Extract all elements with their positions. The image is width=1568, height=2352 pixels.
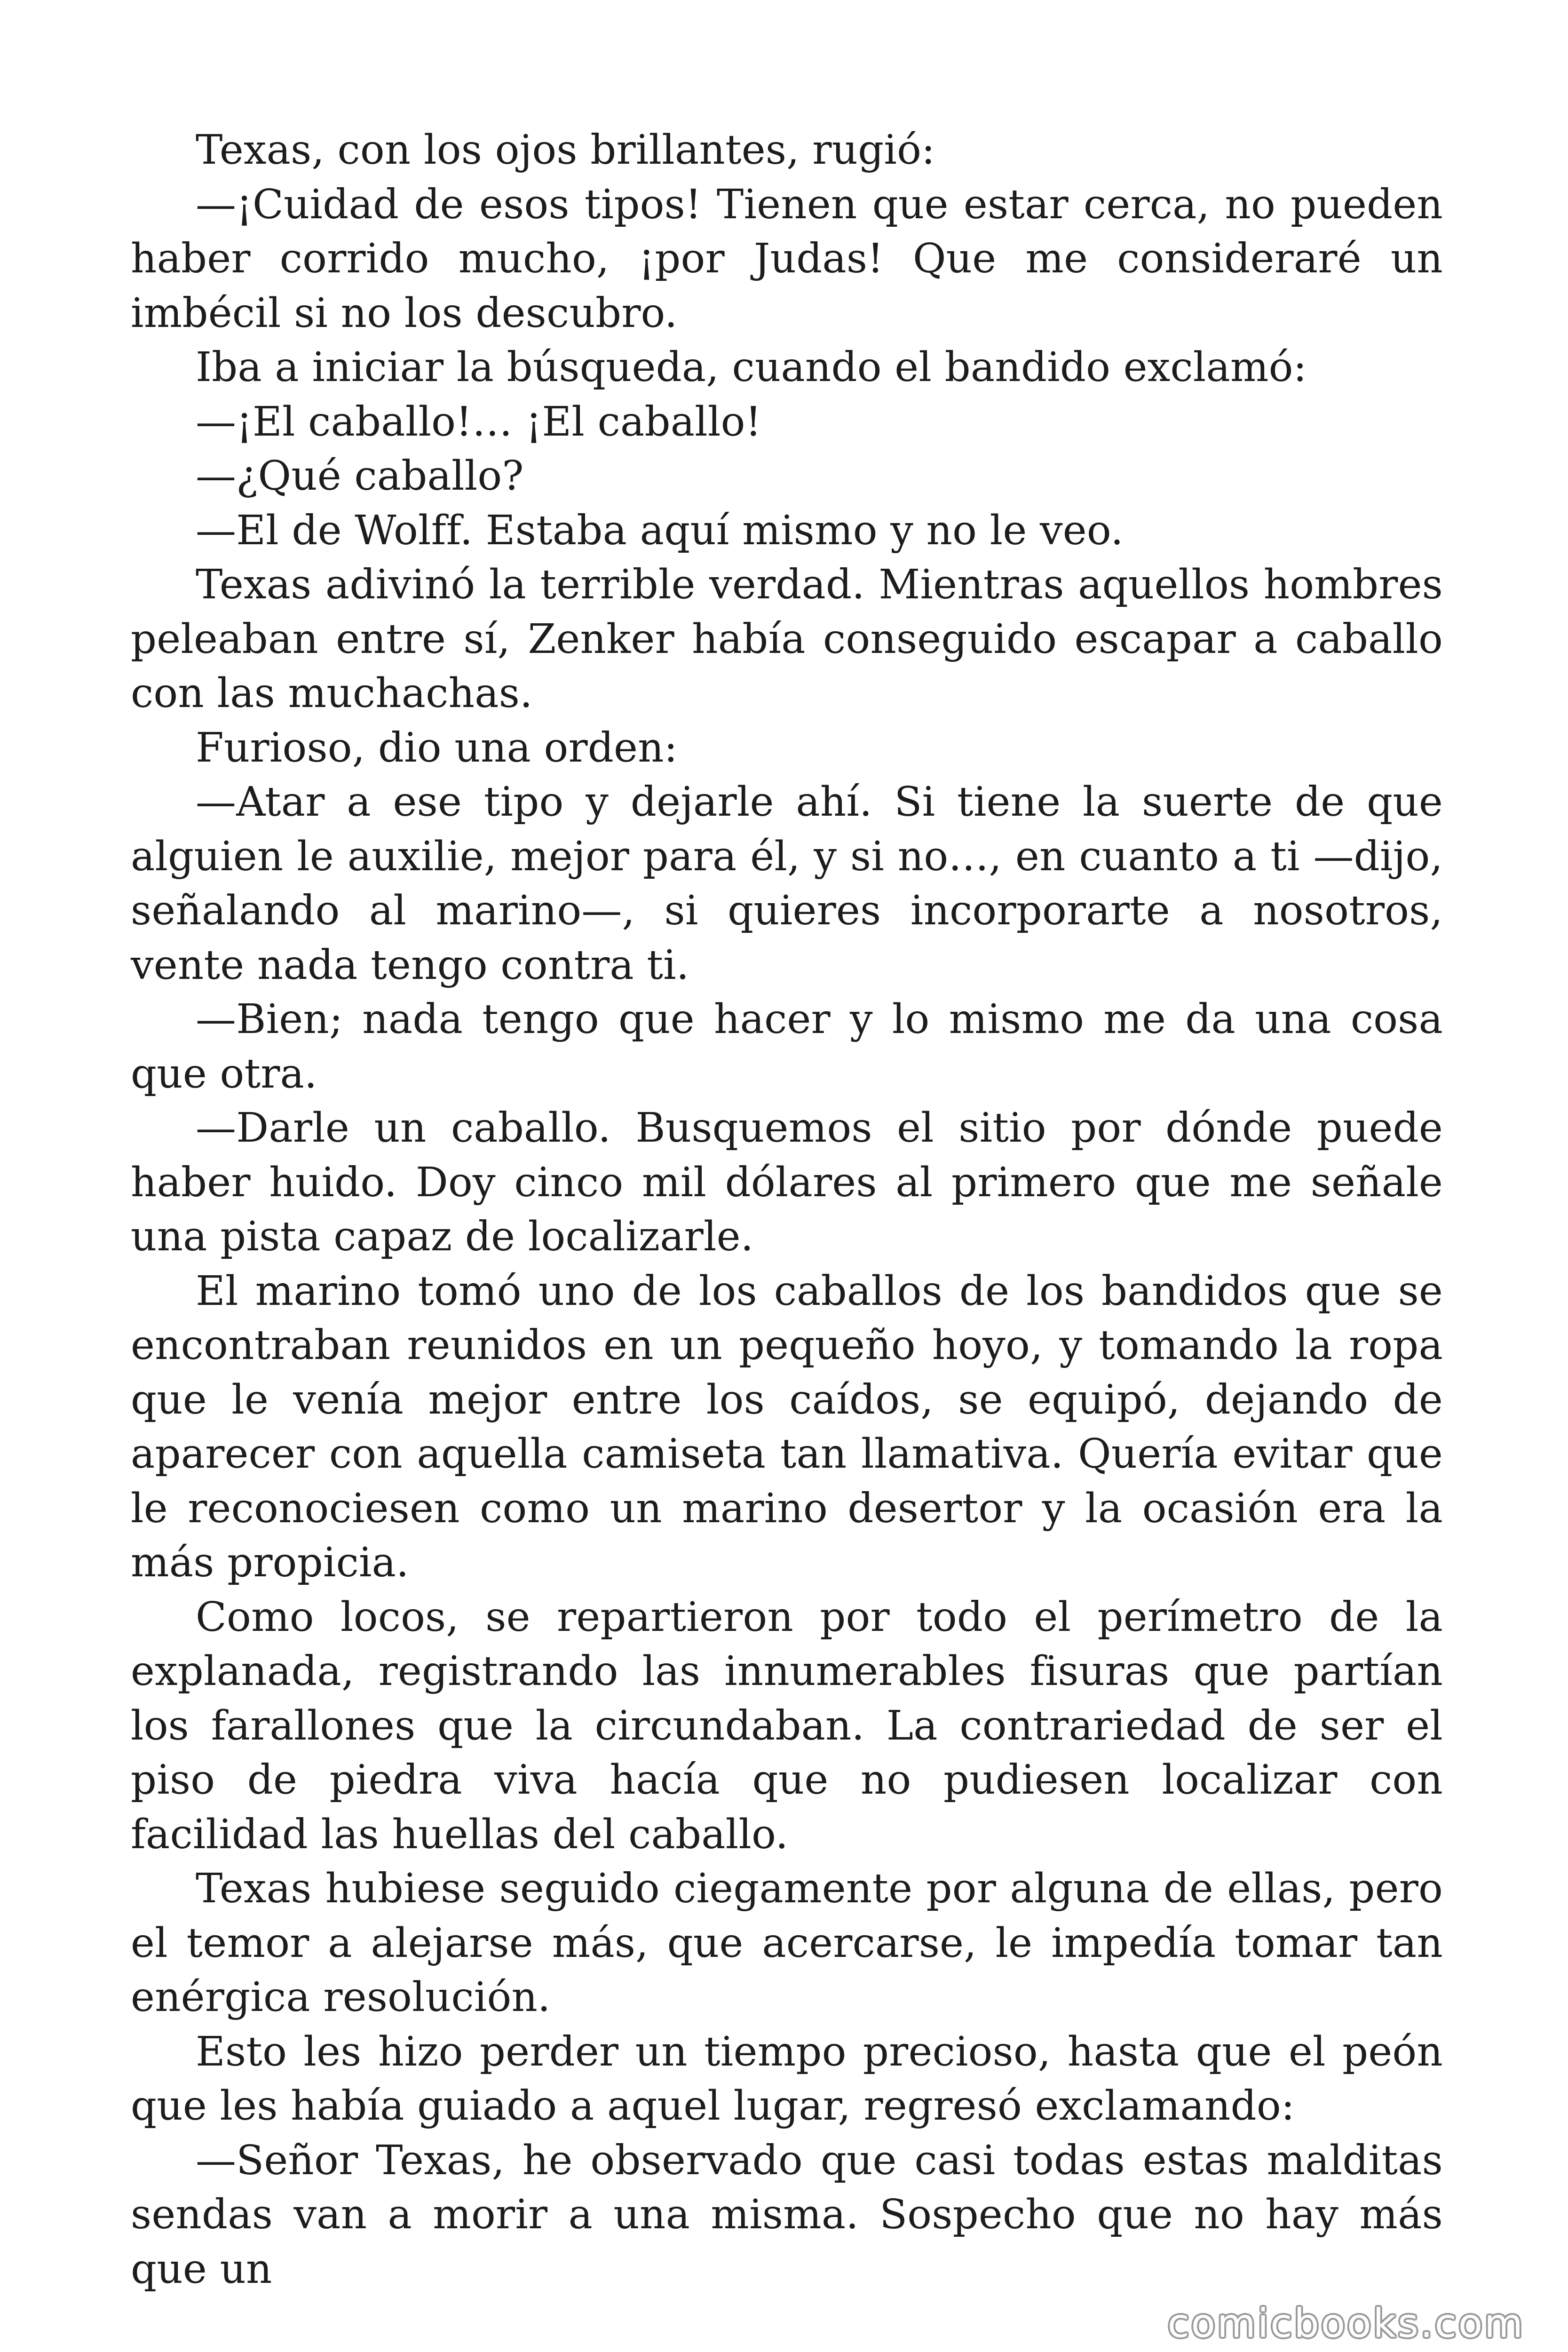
paragraph: —Darle un caballo. Busquemos el sitio por dónde puede haber huido. Doy cinco mil dólares al primero que me señale una pista capaz de localizarle.	[131, 1104, 1443, 1260]
paragraph: Iba a iniciar la búsqueda, cuando el bandido exclamó:	[196, 344, 1307, 391]
paragraph: —¡Cuidad de esos tipos! Tienen que estar cerca, no pueden haber corrido mucho, ¡por Judas! Que me consideraré un imbécil si no los descubro.	[131, 181, 1443, 337]
paragraph: El marino tomó uno de los caballos de los bandidos que se encontraban reunidos en un pequeño hoyo, y tomando la ropa que le venía mejor entre los caídos, se equipó, dejando de aparecer con aquella camiseta tan llamativa. Quería evitar que le reconociesen como un marino desertor y la ocasión era la más propicia.	[131, 1267, 1443, 1586]
paragraph: Como locos, se repartieron por todo el perímetro de la explanada, registrando las innumerables fisuras que partían los farallones que la circundaban. La contrariedad de ser el piso de piedra viva hacía que no pudiesen localizar con facilidad las huellas del caballo.	[131, 1593, 1443, 1858]
paragraph: Texas hubiese seguido ciegamente por alguna de ellas, pero el temor a alejarse más, que acercarse, le impedía tomar tan enérgica resolución.	[131, 1865, 1443, 2021]
paragraph: Texas adivinó la terrible verdad. Mientras aquellos hombres peleaban entre sí, Zenker había conseguido escapar a caballo con las muchachas.	[131, 561, 1443, 717]
paragraph: —¡El caballo!… ¡El caballo!	[196, 398, 762, 445]
body-text	[131, 123, 1443, 2296]
paragraph: —El de Wolff. Estaba aquí mismo y no le veo.	[196, 507, 1124, 554]
paragraph-last: —Señor Texas, he observado que casi todas estas malditas sendas van a morir a una misma. Sospecho que no hay más que un	[131, 2137, 1443, 2293]
paragraph: —¿Qué caballo?	[196, 453, 524, 500]
paragraph: Esto les hizo perder un tiempo precioso, hasta que el peón que les había guiado a aquel lugar, regresó exclamando:	[131, 2028, 1443, 2130]
paragraph: —Atar a ese tipo y dejarle ahí. Si tiene la suerte de que alguien le auxilie, mejor para él, y si no…, en cuanto a ti —dijo, señalando al marino—, si quieres incorporarte a nosotros, vente nada tengo contra ti.	[131, 779, 1443, 989]
paragraph: Furioso, dio una orden:	[196, 724, 678, 771]
paragraph: Texas, con los ojos brillantes, rugió:	[196, 127, 935, 174]
paragraph: —Bien; nada tengo que hacer y lo mismo me da una cosa que otra.	[131, 996, 1443, 1097]
watermark: comicbooks.com	[1167, 2300, 1525, 2346]
